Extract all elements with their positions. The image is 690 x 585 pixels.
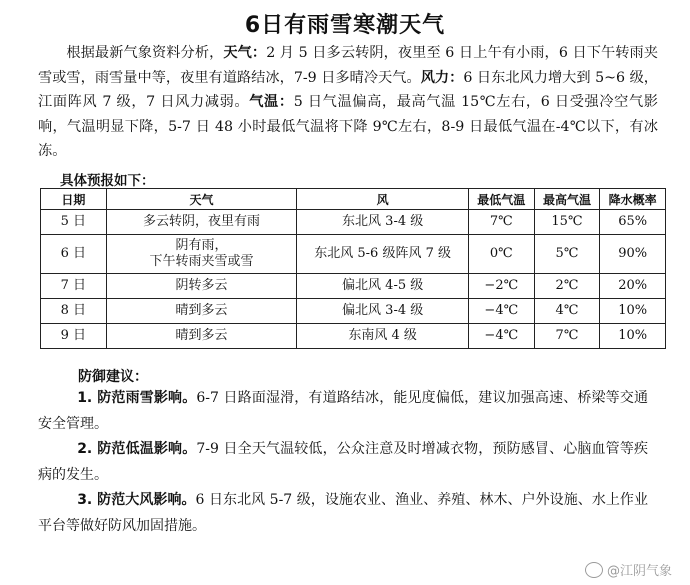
cell-date: 8 日 [41,299,107,324]
cell-date: 6 日 [41,235,107,274]
advice-item [38,487,648,539]
cell-precip: 90% [600,235,666,274]
advice-label: 3. 防范大风影响。 [77,492,196,508]
cell-high: 4℃ [534,299,600,324]
cell-weather: 晴到多云 [106,299,297,324]
cell-precip: 65% [600,210,666,235]
table-row [41,235,666,274]
wind-label: 风力： [420,69,464,86]
advice-text: 6 日东北风 5-7 级，设施农业、渔业、养殖、林木、户外设施、水上作业平台等做好防风加固措施。 [38,492,648,534]
intro-paragraph [38,41,658,164]
advice-heading: 防御建议： [78,369,148,385]
forecast-heading: 具体预报如下： [60,173,155,189]
watermark-text: @江阴气象 [606,564,672,579]
cell-date: 5 日 [41,210,107,235]
advice-text: 6-7 日路面湿滑，有道路结冰，能见度偏低，建议加强高速、桥梁等交通安全管理。 [38,390,648,432]
cell-precip: 10% [600,299,666,324]
cell-weather: 阴有雨， 下午转雨夹雪或雪 [106,235,297,274]
cell-wind: 偏北风 4-5 级 [297,274,469,299]
advice-item [38,385,648,437]
col-precip: 降水概率 [600,189,666,210]
col-weather: 天气 [106,189,297,210]
forecast-table [40,188,666,349]
cell-weather: 阴转多云 [106,274,297,299]
advice-label: 2. 防范低温影响。 [77,441,197,457]
cell-precip: 20% [600,274,666,299]
weather-text: 2 月 5 日多云转阴，夜里至 6 日上午有小雨，6 日下午转雨夹雪或雪，雨雪量中等，夜里有道路结冰，7-9 日多晴冷天气。 [38,45,658,86]
col-high: 最高气温 [534,189,600,210]
cell-low: 0℃ [468,235,534,274]
cell-low: −4℃ [468,299,534,324]
cell-date: 9 日 [41,324,107,349]
advice-item [38,436,648,488]
cell-high: 5℃ [534,235,600,274]
intro-lead: 根据最新气象资料分析， [66,45,224,61]
table-row [41,210,666,235]
cell-weather: 晴到多云 [106,324,297,349]
cell-wind: 东北风 3-4 级 [297,210,469,235]
table-header-row [41,189,666,210]
table-row [41,274,666,299]
cell-date: 7 日 [41,274,107,299]
advice-label: 1. 防范雨雪影响。 [77,390,197,406]
weather-label: 天气： [223,45,267,61]
table-row [41,299,666,324]
cell-wind: 东北风 5-6 级阵风 7 级 [297,235,469,274]
col-wind: 风 [297,189,469,210]
cell-wind: 东南风 4 级 [297,324,469,349]
cell-low: −4℃ [468,324,534,349]
table-row [41,324,666,349]
cell-weather: 多云转阴，夜里有雨 [106,210,297,235]
watermark [585,560,672,579]
advice-text: 7-9 日全天气温较低，公众注意及时增减衣物，预防感冒、心脑血管等疾病的发生。 [38,441,648,483]
cell-wind: 偏北风 3-4 级 [297,299,469,324]
cell-low: −2℃ [468,274,534,299]
cell-high: 7℃ [534,324,600,349]
cell-precip: 10% [600,324,666,349]
page-title: 6日有雨雪寒潮天气 [244,13,446,38]
temp-text: 5 日气温偏高，最高气温 15℃左右，6 日受强冷空气影响，气温明显下降，5-7 日 48 小时最低气温将下降 9℃左右，8-9 日最低气温在-4℃以下，有冰冻。 [38,94,658,159]
cell-high: 2℃ [534,274,600,299]
wind-text: 6 日东北风力增大到 5~6 级，江面阵风 7 级，7 日风力减弱。 [38,69,658,110]
temp-label: 气温： [249,94,294,110]
cell-high: 15℃ [534,210,600,235]
cell-low: 7℃ [468,210,534,235]
weibo-icon [585,562,603,578]
col-low: 最低气温 [468,189,534,210]
col-date: 日期 [41,189,107,210]
